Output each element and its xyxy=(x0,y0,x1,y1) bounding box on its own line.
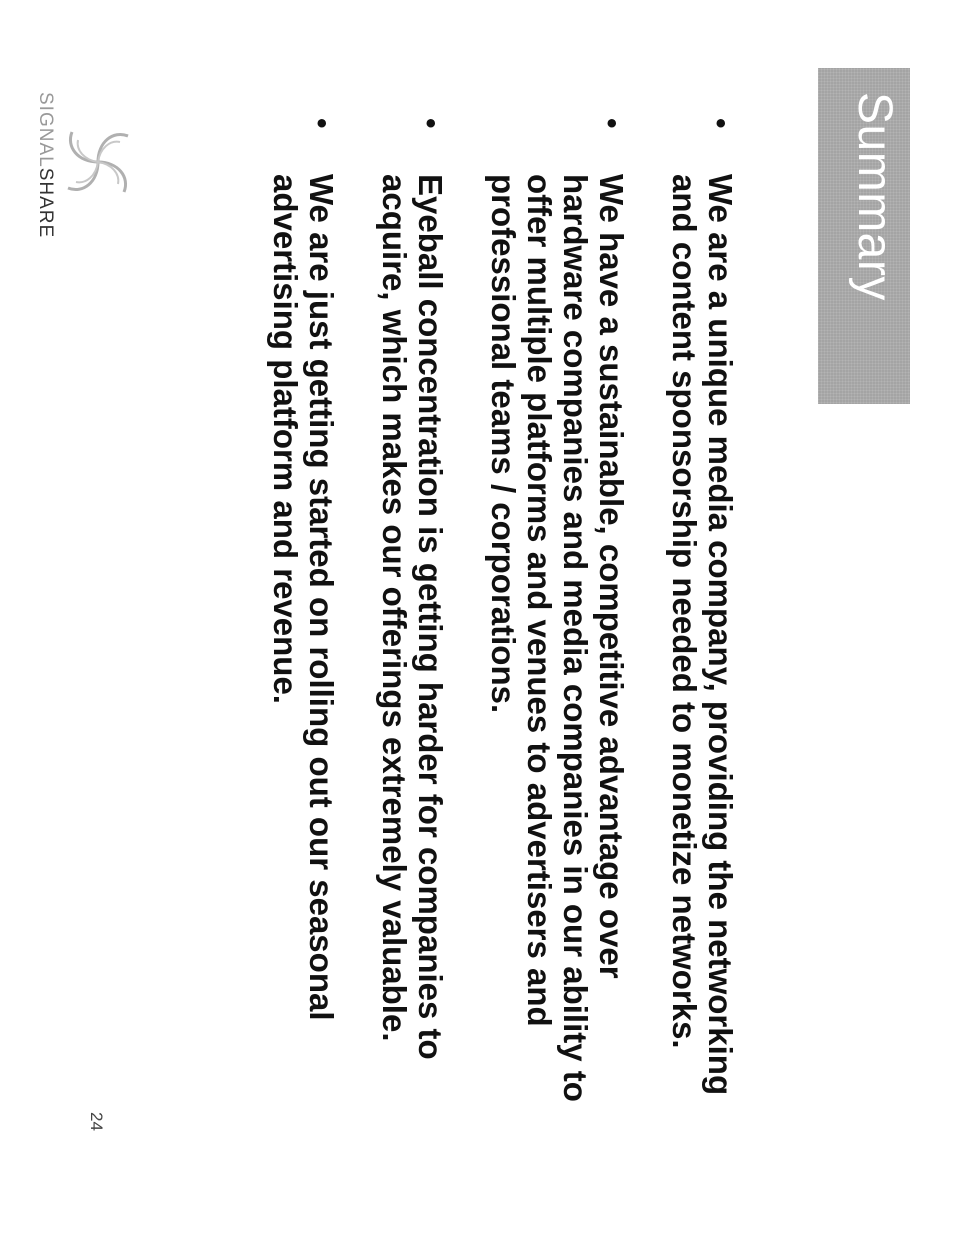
logo-text-signal: SIGNAL xyxy=(35,92,56,168)
bullet-icon: • xyxy=(595,118,628,129)
company-logo xyxy=(18,92,138,332)
bullet-icon: • xyxy=(704,118,737,129)
bullet-item xyxy=(485,118,629,1118)
bullet-list xyxy=(230,118,738,1118)
bullet-item xyxy=(666,118,738,1118)
bullet-icon: • xyxy=(414,118,447,129)
bullet-text: We are just getting started on rolling out our seasonal advertising platform and revenue. xyxy=(267,174,340,1021)
bullet-text: Eyeball concentration is getting harder for companies to acquire, which makes our offerings extremely valuable. xyxy=(376,174,449,1060)
swirl-logo-icon xyxy=(58,122,138,202)
logo-text-share: SHARE xyxy=(35,167,56,239)
bullet-text: We have a sustainable, competitive advantage over hardware companies and media companies in our ability to offer multiple platforms and venues to advertisers and professional teams / corporations. xyxy=(485,174,630,1102)
bullet-item xyxy=(376,118,448,1118)
bullet-item xyxy=(267,118,339,1118)
slide-title: Summary xyxy=(848,92,901,301)
bullet-text: We are a unique media company, providing the networking and content sponsorship needed to monetize networks. xyxy=(666,174,739,1096)
logo-wordmark xyxy=(34,92,56,238)
title-bar xyxy=(818,68,910,404)
bullet-icon: • xyxy=(305,118,338,129)
page-number: 24 xyxy=(87,1112,106,1131)
